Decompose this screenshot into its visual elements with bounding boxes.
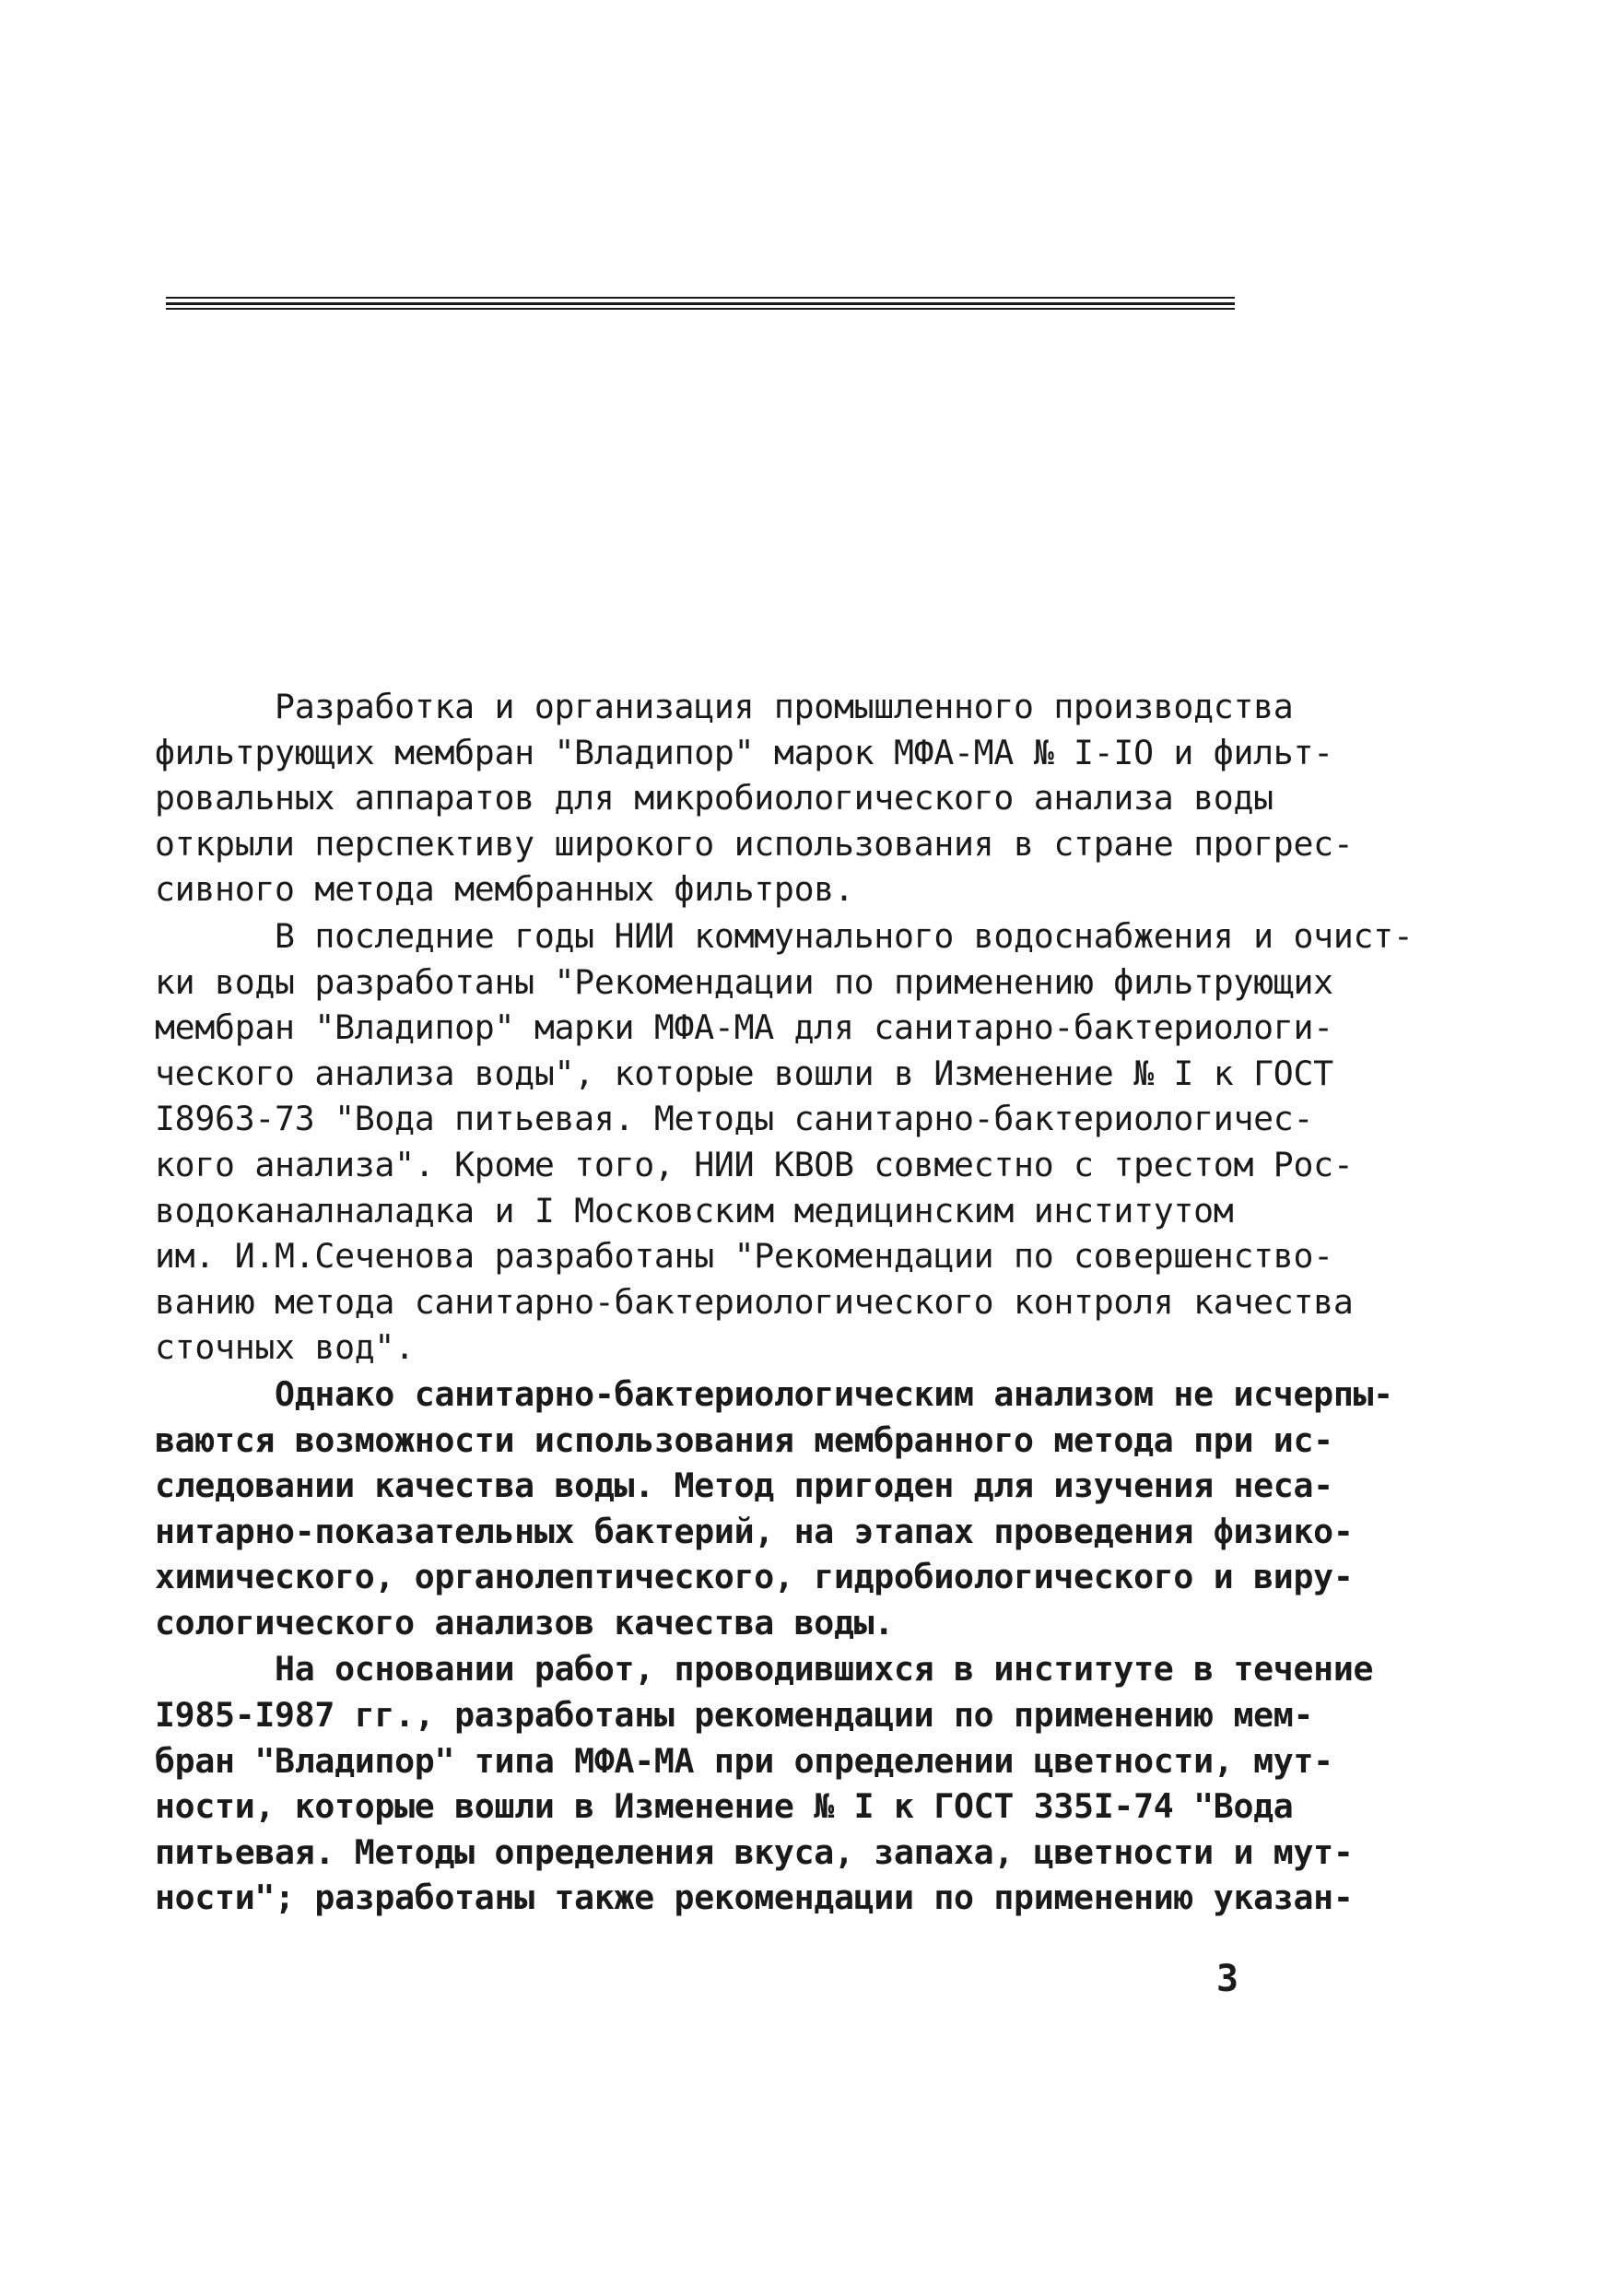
page-number: 3 [1216,1958,1239,2000]
body-text [155,684,1414,1922]
text-line: I985-I987 гг., разработаны рекомендации по применению мем- [155,1695,1314,1736]
text-line: водоканалналадка и I Московским медицинским институтом [155,1190,1234,1230]
paragraph-4 [155,1646,1374,1921]
text-line: мембран "Владипор" марки МФА-МА для санитарно-бактериологи- [155,1007,1333,1048]
text-line: им. И.М.Сеченова разработаны "Рекомендации по совершенство- [155,1236,1333,1277]
text-line: кого анализа". Кроме того, НИИ КВОВ совместно с трестом Рос- [155,1144,1354,1184]
text-line: химического, органолептического, гидробиологического и виру- [155,1557,1354,1597]
paragraph-2 [155,913,1414,1371]
text-line: Разработка и организация промышленного производства [155,687,1294,726]
text-line: следовании качества воды. Метод пригоден для изучения неса- [155,1466,1333,1506]
text-line: На основании работ, проводившихся в институте в течение [155,1649,1374,1690]
text-line: питьевая. Методы определения вкуса, запаха, цветности и мут- [155,1831,1354,1872]
text-line: сологического анализов качества воды. [155,1602,894,1643]
text-line: открыли перспективу широкого использования в стране прогрес- [155,823,1354,864]
text-line: В последние годы НИИ коммунального водоснабжения и очист- [155,915,1414,956]
text-line: ности, которые вошли в Изменение № I к ГОСТ 335I-74 "Вода [155,1786,1294,1827]
text-line: Однако санитарно-бактериологическим анализом не исчерпы- [155,1373,1393,1414]
text-line: ванию метода санитарно-бактериологического контроля качества [155,1281,1354,1322]
text-line: ности"; разработаны также рекомендации по применению указан- [155,1878,1354,1918]
header-rule [166,297,1235,310]
text-line: ваются возможности использования мембранного метода при ис- [155,1419,1333,1460]
text-line: I8963-73 "Вода питьевая. Методы санитарно-бактериологичес- [155,1099,1314,1139]
text-line: бран "Владипор" типа МФА-МА при определении цветности, мут- [155,1740,1333,1781]
text-line: фильтрующих мембран "Владипор" марок МФА-МА № I-IO и фильт- [155,732,1333,772]
text-line: нитарно-показательных бактерий, на этапах проведения физико- [155,1511,1354,1551]
paragraph-1 [155,684,1354,913]
text-line: сточных вод". [155,1327,415,1368]
text-line: ческого анализа воды", которые вошли в Изменение № I к ГОСТ [155,1053,1333,1093]
text-line: ровальных аппаратов для микробиологического анализа воды [155,778,1273,818]
text-line: сивного метода мембранных фильтров. [155,869,854,910]
paragraph-3 [155,1372,1393,1646]
text-line: ки воды разработаны "Рекомендации по применению фильтрующих [155,961,1333,1002]
